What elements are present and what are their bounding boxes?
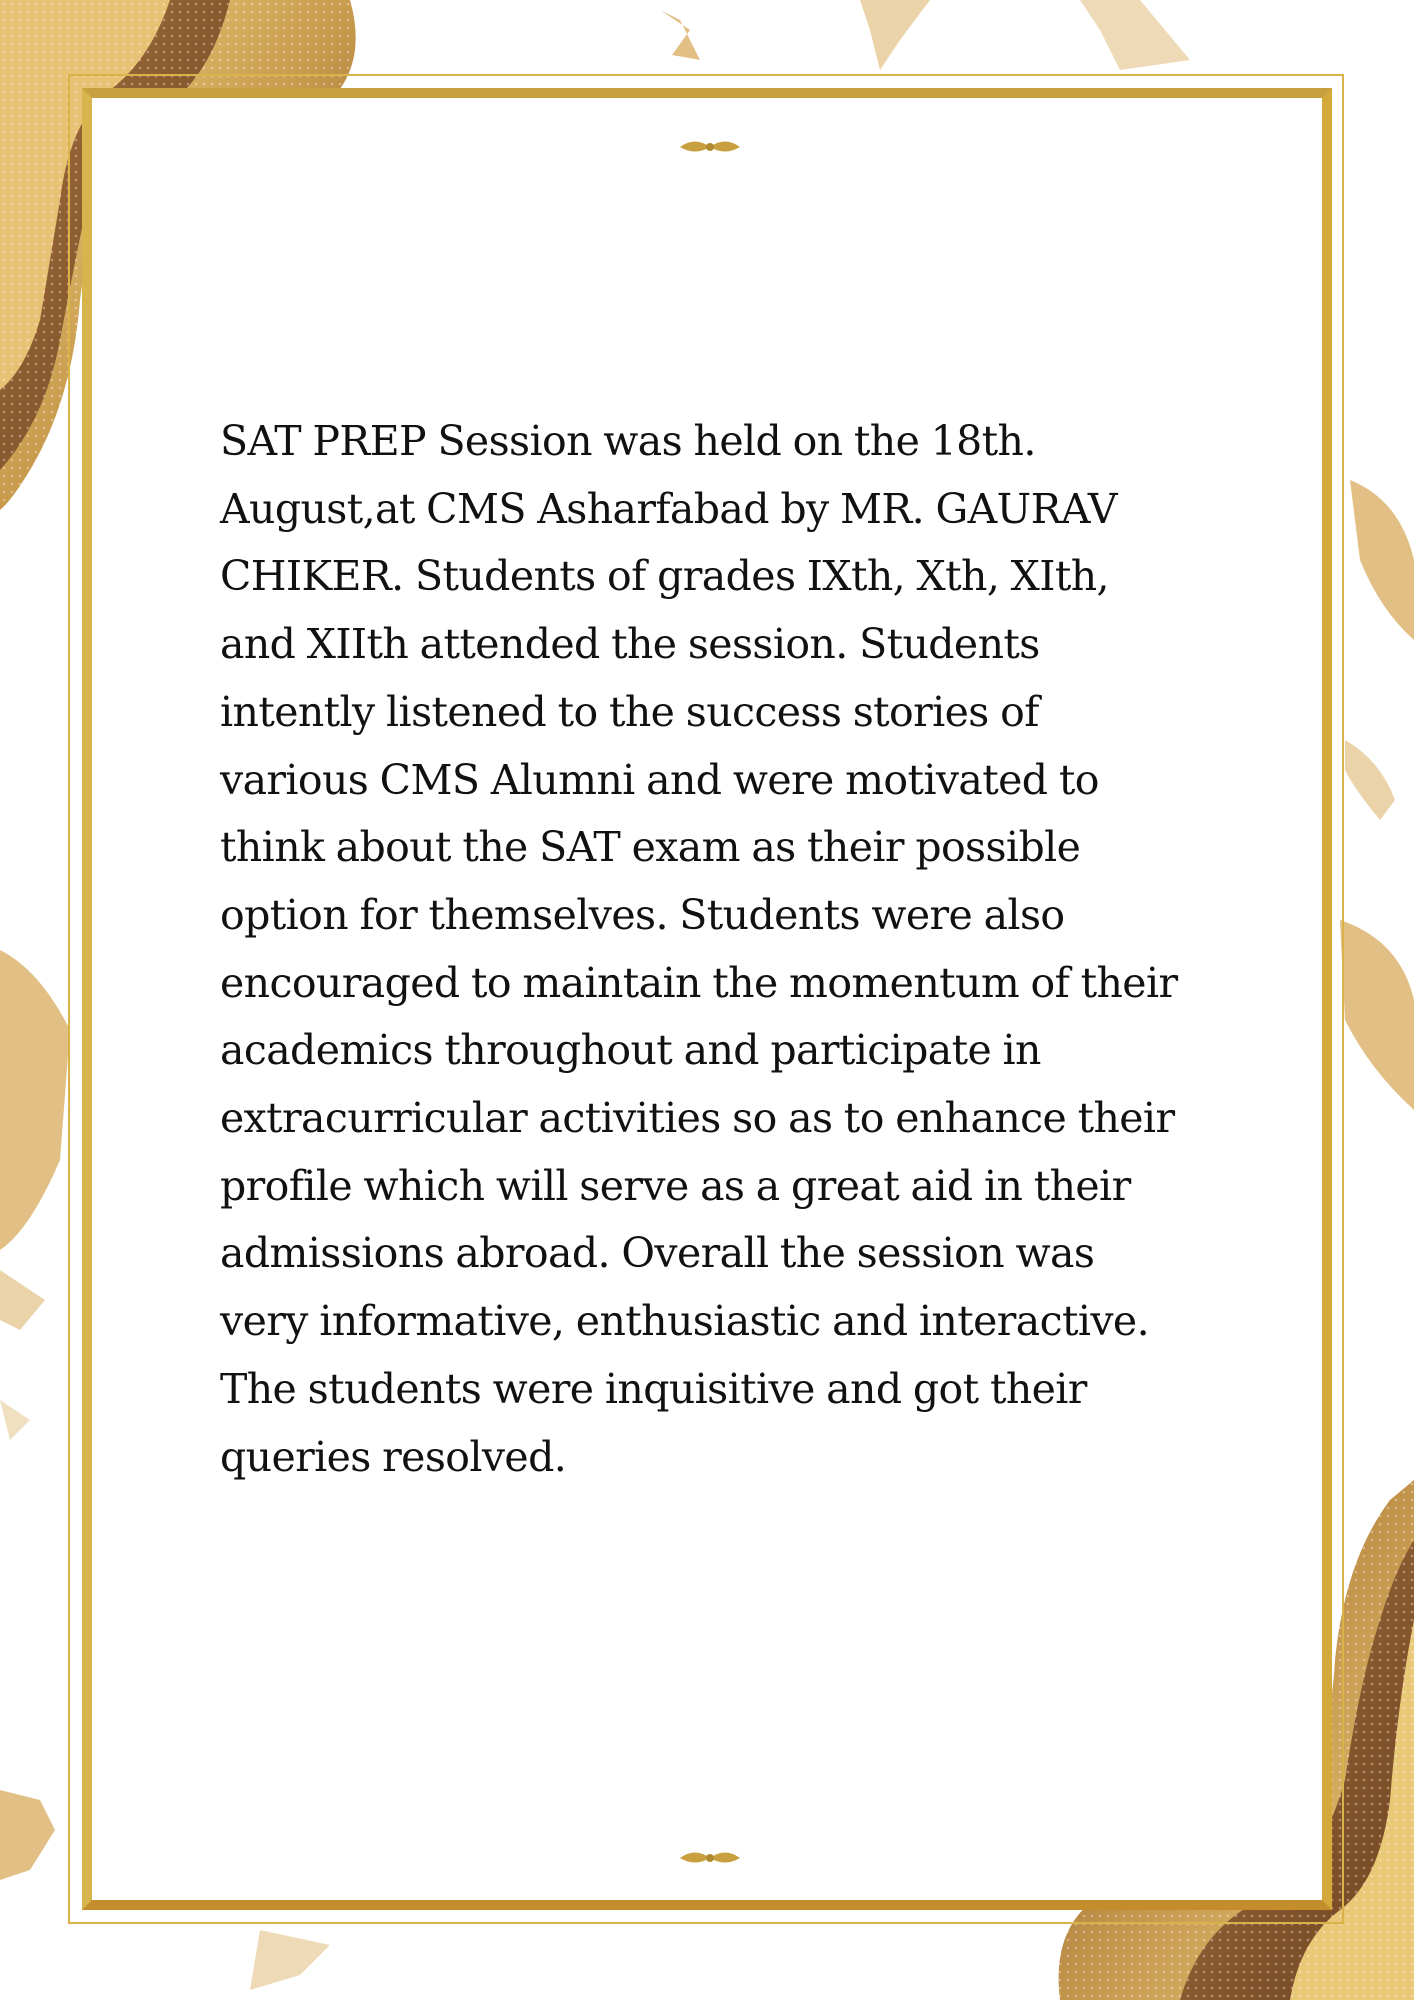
bottom-flourish-ornament bbox=[280, 1843, 1140, 1873]
top-flourish-ornament bbox=[280, 132, 1140, 162]
session-report-paragraph: SAT PREP Session was held on the 18th. August,at CMS Asharfabad by MR. GAURAV CHIKER. Students of grades IXth, Xth, XIth, and XIIth attended the session. Students intently listened to the success stories of various CMS Alumni and were motivated to think about the SAT exam as their possible option for themselves. Students were also encouraged to maintain the momentum of their academics throughout and participate in extracurricular activities so as to enhance their profile which will serve as a great aid in their admissions abroad. Overall the session was very informative, enthusiastic and interactive. The students were inquisitive and got their queries resolved. bbox=[220, 417, 1178, 1481]
